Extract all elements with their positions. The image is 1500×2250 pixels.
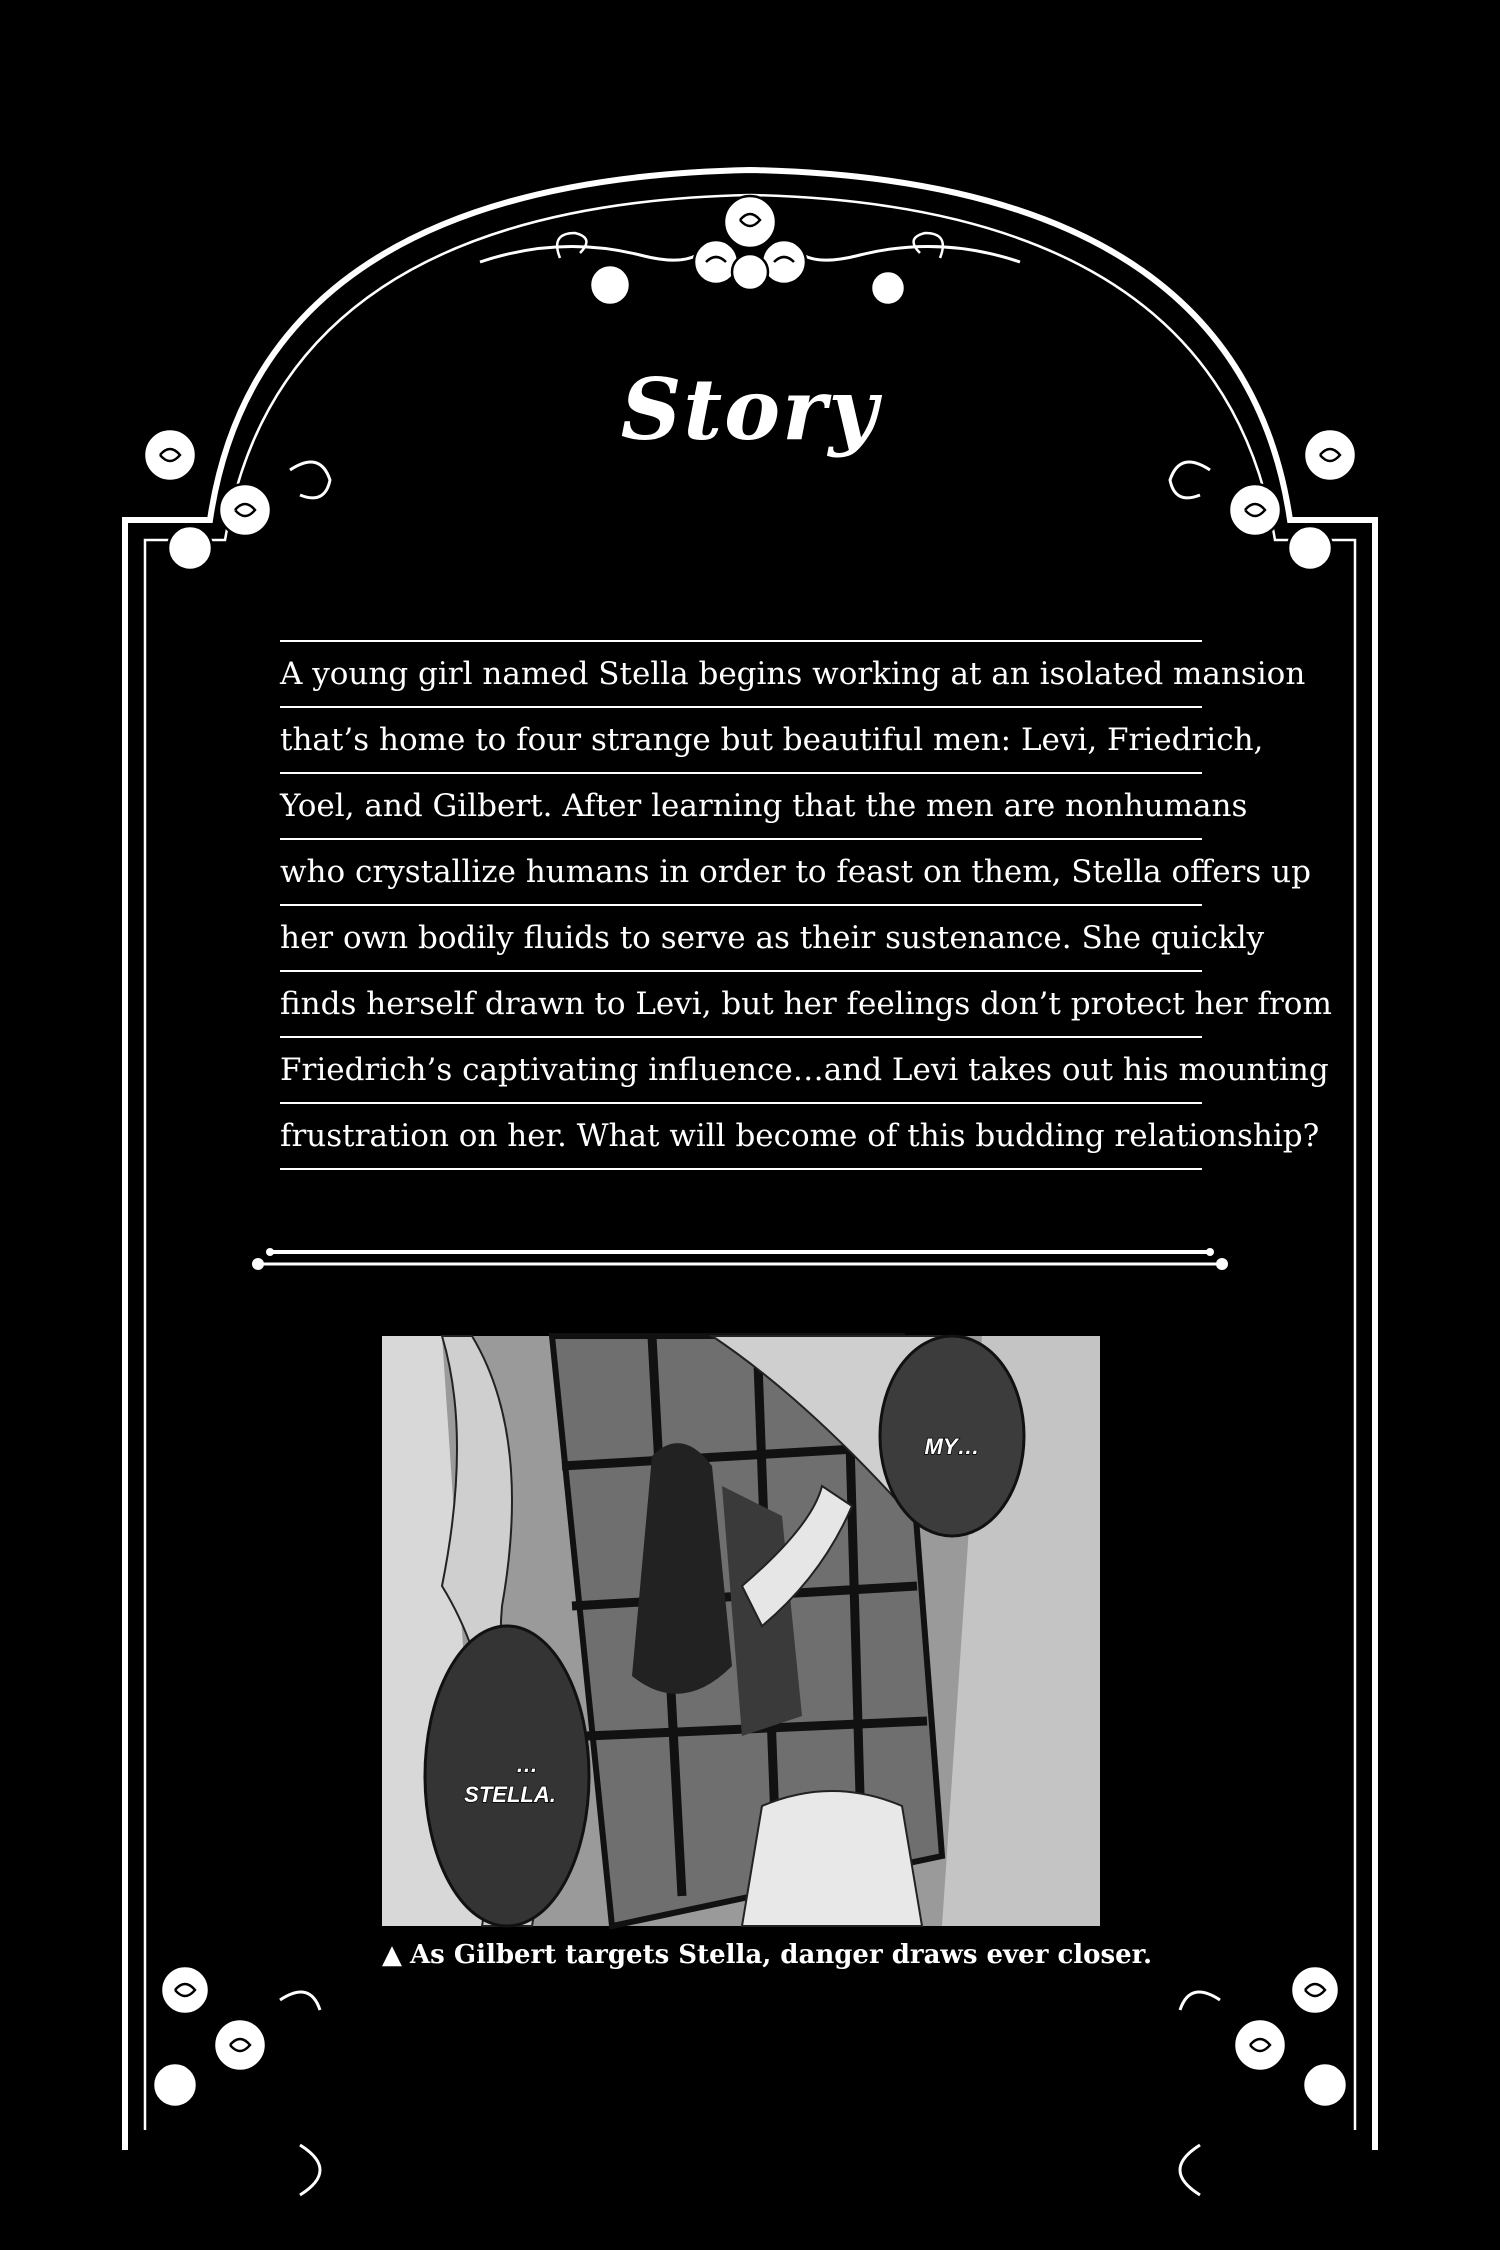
speech-bubble-left: STELLA. [464, 1782, 556, 1807]
speech-bubble-left-ellipsis: … [516, 1752, 538, 1777]
story-line: frustration on her. What will become of this budding relationship? [280, 1104, 1202, 1170]
story-line: her own bodily fluids to serve as their sustenance. She quickly [280, 906, 1202, 972]
story-line: that’s home to four strange but beautiful men: Levi, Friedrich, [280, 708, 1202, 774]
story-line: A young girl named Stella begins working at an isolated mansion [280, 642, 1202, 708]
speech-bubble-top: MY… [924, 1434, 980, 1459]
manga-panel-image [382, 1336, 1100, 1926]
story-line: who crystallize humans in order to feast on them, Stella offers up [280, 840, 1202, 906]
page-title: Story [620, 360, 880, 459]
story-line: Friedrich’s captivating influence…and Levi takes out his mounting [280, 1038, 1202, 1104]
ornamental-divider [248, 1240, 1232, 1280]
story-synopsis [280, 640, 1332, 1170]
story-line: finds herself drawn to Levi, but her feelings don’t protect her from [280, 972, 1202, 1038]
panel-caption [382, 1940, 1153, 1970]
triangle-marker-icon: ▲ [382, 1940, 402, 1970]
caption-text: As Gilbert targets Stella, danger draws ever closer. [410, 1940, 1153, 1970]
story-line: Yoel, and Gilbert. After learning that the men are nonhumans [280, 774, 1202, 840]
